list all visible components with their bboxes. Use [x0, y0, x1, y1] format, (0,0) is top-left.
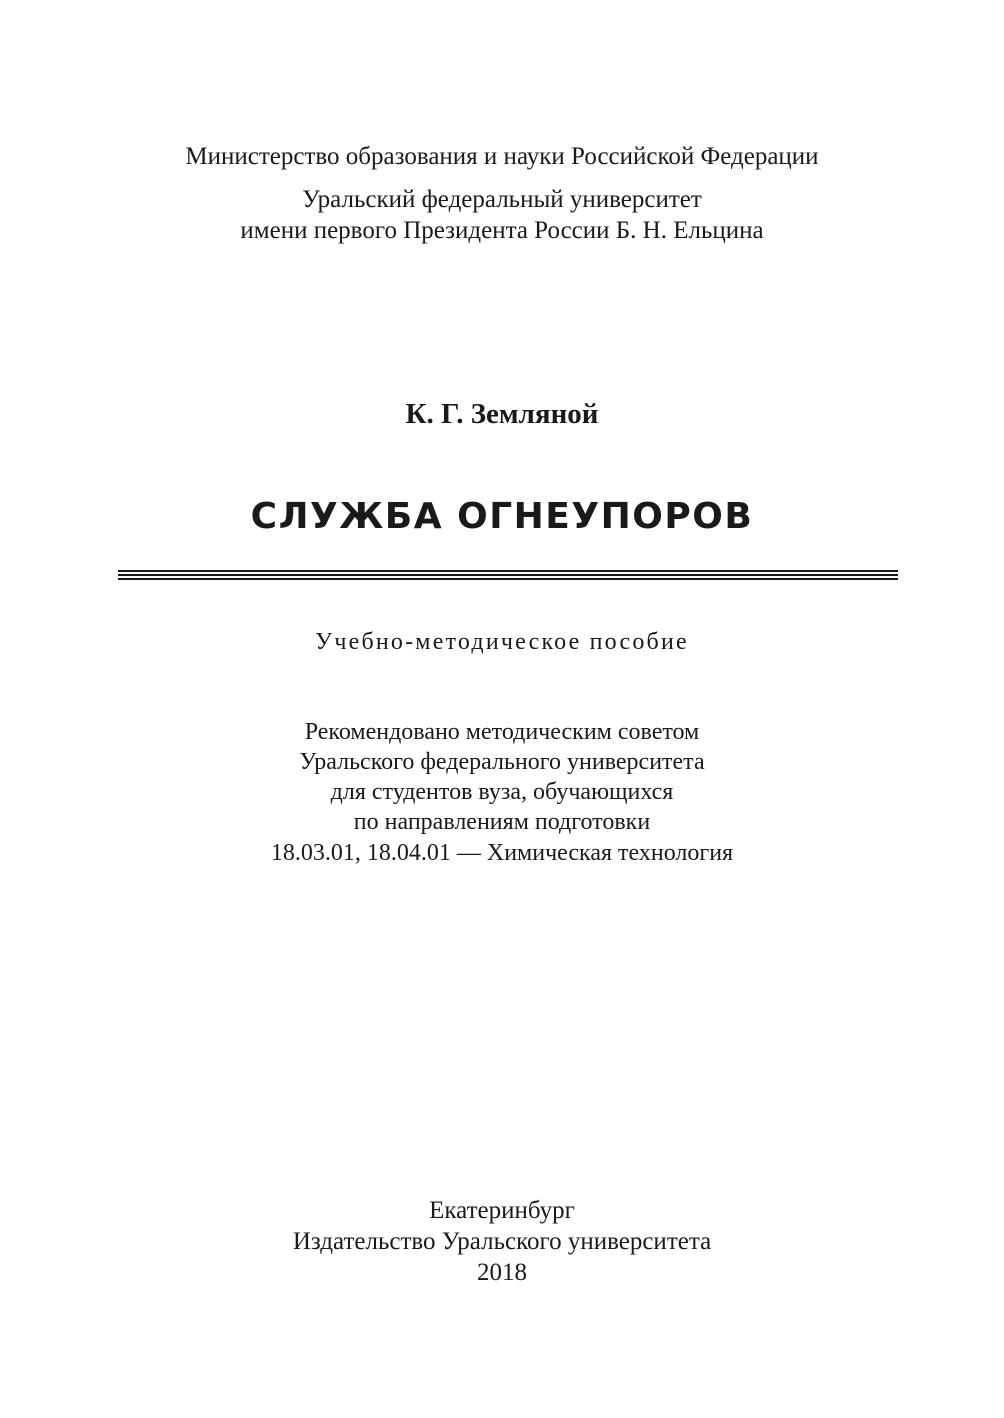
- recommendation-line: Рекомендовано методическим советом: [304, 719, 700, 745]
- book-title: СЛУЖБА ОГНЕУПОРОВ: [250, 496, 754, 537]
- recommendation-line: по направлениям подготовки: [353, 809, 651, 835]
- divider-line-top: [118, 570, 898, 572]
- university-name-continued: имени первого Президента России Б. Н. Ельцина: [240, 217, 764, 244]
- title-divider: [118, 570, 898, 580]
- book-subtitle: Учебно-методическое пособие: [315, 629, 689, 655]
- recommendation-line: для студентов вуза, обучающихся: [330, 779, 674, 805]
- imprint-city: Екатеринбург: [429, 1197, 575, 1224]
- recommendation-line: 18.03.01, 18.04.01 — Химическая технология: [270, 840, 734, 866]
- author-name: К. Г. Земляной: [405, 398, 599, 430]
- ministry-name: Министерство образования и науки Российской Федерации: [185, 143, 819, 170]
- divider-line-bottom: [118, 578, 898, 580]
- university-name: Уральский федеральный университет: [302, 186, 702, 213]
- imprint-publisher: Издательство Уральского университета: [292, 1228, 712, 1255]
- divider-line-middle: [118, 574, 898, 576]
- recommendation-line: Уральского федерального университета: [299, 749, 705, 775]
- imprint-year: 2018: [477, 1259, 527, 1286]
